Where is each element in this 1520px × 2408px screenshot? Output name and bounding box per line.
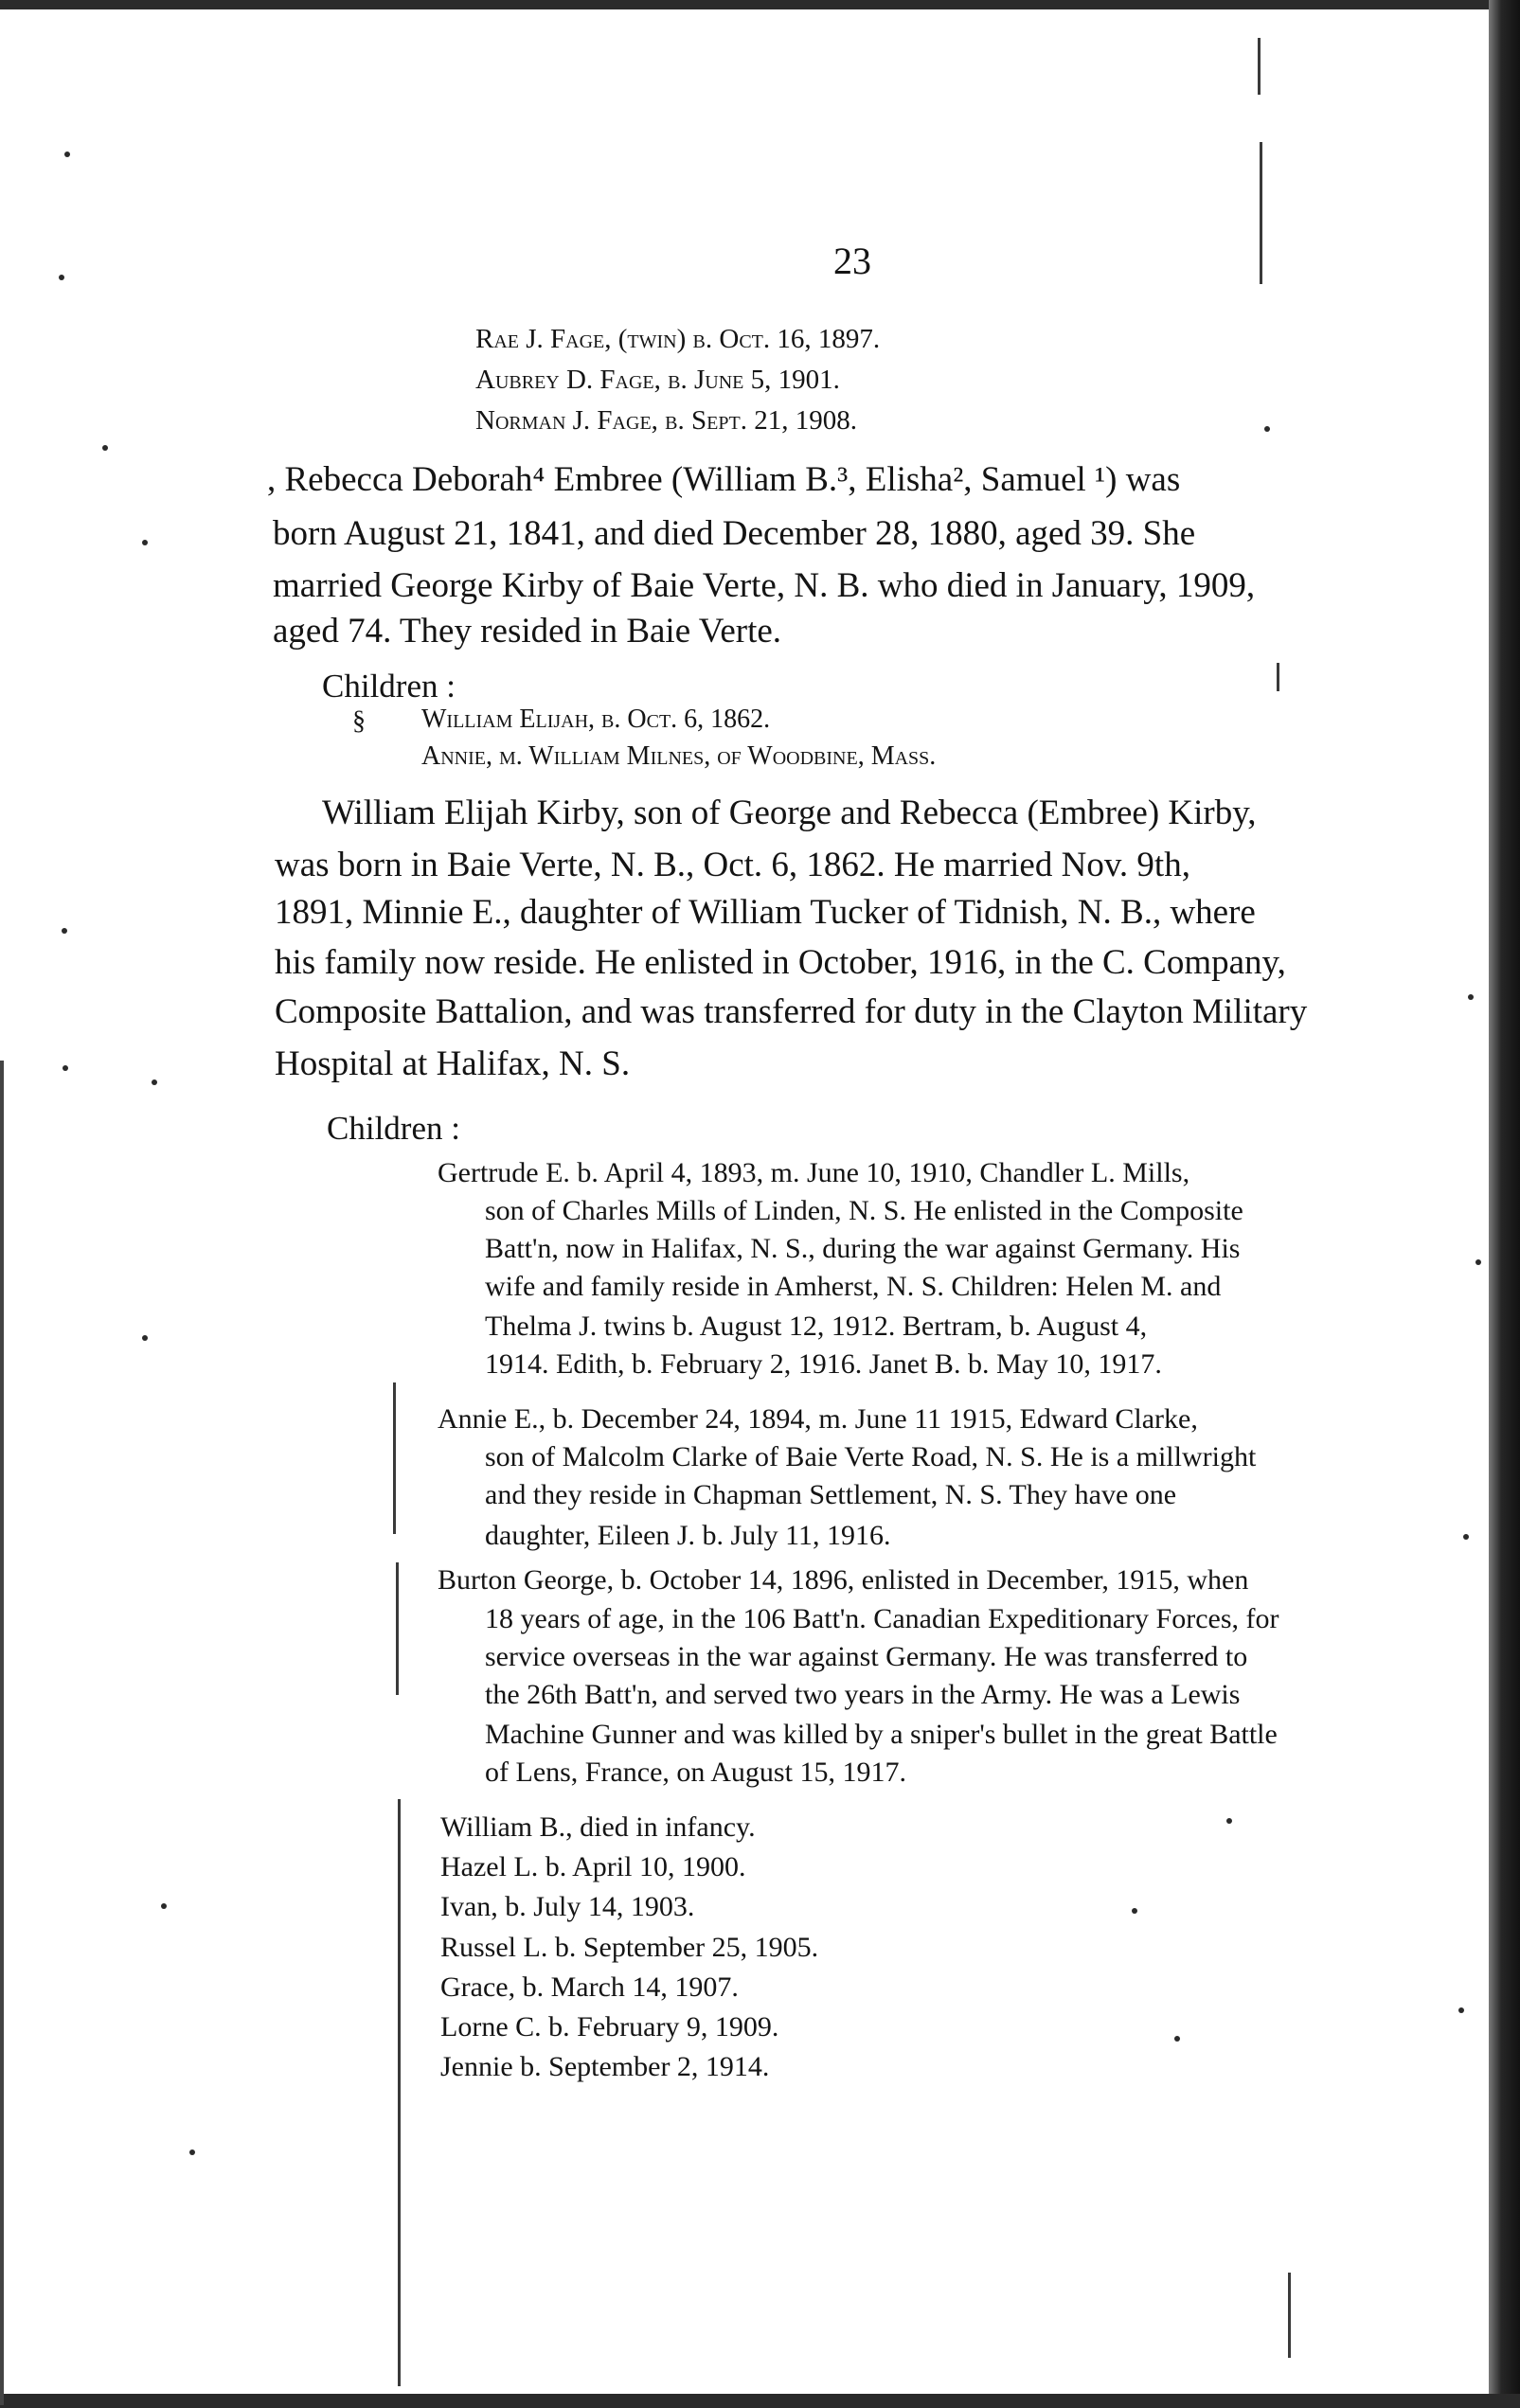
child-entry-line: Ivan, b. July 14, 1903. <box>440 1891 695 1922</box>
scan-speck <box>1458 2007 1464 2013</box>
scan-speck <box>1468 994 1474 1000</box>
scan-speck <box>1288 2273 1291 2358</box>
child-entry-line: service overseas in the war against Germany. He was transferred to <box>485 1641 1248 1672</box>
scan-speck <box>1264 426 1270 432</box>
scan-speck <box>1463 1534 1469 1540</box>
scan-speck <box>1475 1259 1481 1265</box>
paragraph-line: was born in Baie Verte, N. B., Oct. 6, 1862. He married Nov. 9th, <box>275 846 1190 884</box>
child-entry-line: Burton George, b. October 14, 1896, enlisted in December, 1915, when <box>438 1564 1249 1596</box>
paragraph-line: , Rebecca Deborah⁴ Embree (William B.³, Elisha², Samuel ¹) was <box>267 460 1181 499</box>
child-entry-line: Gertrude E. b. April 4, 1893, m. June 10, 1910, Chandler L. Mills, <box>438 1157 1190 1188</box>
list-item: Rae J. Fage, (twin) b. Oct. 16, 1897. <box>475 324 881 354</box>
child-entry-line: Thelma J. twins b. August 12, 1912. Bertram, b. August 4, <box>485 1311 1148 1342</box>
child-entry-line: son of Charles Mills of Linden, N. S. He enlisted in the Composite <box>485 1195 1243 1226</box>
scan-speck <box>393 1382 396 1534</box>
child-entry-line: son of Malcolm Clarke of Baie Verte Road, N. S. He is a millwright <box>485 1441 1257 1472</box>
paragraph-line: born August 21, 1841, and died December 28, 1880, aged 39. She <box>273 514 1196 553</box>
scan-speck <box>64 152 70 157</box>
list-item: Norman J. Fage, b. Sept. 21, 1908. <box>475 405 857 436</box>
paragraph-line: his family now reside. He enlisted in October, 1916, in the C. Company, <box>275 943 1286 982</box>
scan-speck <box>396 1562 399 1695</box>
scan-speck <box>63 1065 68 1071</box>
scan-speck <box>142 1335 148 1341</box>
scan-speck <box>1277 663 1279 691</box>
scan-speck <box>62 928 67 934</box>
paragraph-line: aged 74. They resided in Baie Verte. <box>273 612 782 651</box>
scan-speck <box>102 445 108 451</box>
child-entry-line: Russel L. b. September 25, 1905. <box>440 1932 819 1963</box>
child-entry-line: Batt'n, now in Halifax, N. S., during the war against Germany. His <box>485 1233 1241 1264</box>
paragraph-line: Hospital at Halifax, N. S. <box>275 1044 631 1083</box>
child-entry-line: William B., died in infancy. <box>440 1811 756 1843</box>
child-entry-line: wife and family reside in Amherst, N. S. Children: Helen M. and <box>485 1271 1222 1302</box>
scan-speck <box>398 1799 401 2386</box>
child-entry-line: Hazel L. b. April 10, 1900. <box>440 1851 746 1882</box>
scan-speck <box>161 1903 167 1909</box>
scan-border-bottom <box>0 2394 1520 2408</box>
list-item-mark: § <box>352 706 366 736</box>
child-entry-line: Grace, b. March 14, 1907. <box>440 1971 739 2003</box>
scan-speck <box>189 2149 195 2155</box>
scan-speck <box>1258 38 1261 95</box>
child-entry-line: daughter, Eileen J. b. July 11, 1916. <box>485 1520 891 1551</box>
scan-border-top <box>0 0 1520 9</box>
child-entry-line: Annie E., b. December 24, 1894, m. June 11 1915, Edward Clarke, <box>438 1403 1198 1435</box>
paragraph-line: William Elijah Kirby, son of George and Rebecca (Embree) Kirby, <box>322 794 1257 832</box>
child-entry-line: Jennie b. September 2, 1914. <box>440 2051 770 2082</box>
scan-speck <box>1226 1818 1232 1824</box>
child-entry-line: 1914. Edith, b. February 2, 1916. Janet B. b. May 10, 1917. <box>485 1348 1162 1380</box>
paragraph-line: Composite Battalion, and was transferred for duty in the Clayton Military <box>275 992 1308 1031</box>
list-item: William Elijah, b. Oct. 6, 1862. <box>421 705 771 734</box>
children-heading: Children : <box>322 668 456 705</box>
child-entry-line: Machine Gunner and was killed by a sniper's bullet in the great Battle <box>485 1719 1278 1750</box>
child-entry-line: and they reside in Chapman Settlement, N. S. They have one <box>485 1479 1177 1510</box>
paragraph-line: 1891, Minnie E., daughter of William Tucker of Tidnish, N. B., where <box>275 893 1256 932</box>
list-item: Annie, m. William Milnes, of Woodbine, Mass. <box>421 741 937 771</box>
scan-speck <box>152 1079 157 1085</box>
scan-border-right <box>1489 0 1520 2408</box>
list-item: Aubrey D. Fage, b. June 5, 1901. <box>475 365 840 395</box>
scan-speck <box>1132 1908 1137 1914</box>
scan-speck <box>1174 2036 1180 2042</box>
child-entry-line: Lorne C. b. February 9, 1909. <box>440 2011 779 2042</box>
scan-border-left <box>0 1061 4 2405</box>
child-entry-line: of Lens, France, on August 15, 1917. <box>485 1757 906 1788</box>
child-entry-line: 18 years of age, in the 106 Batt'n. Canadian Expeditionary Forces, for <box>485 1603 1279 1634</box>
page-number: 23 <box>833 240 871 282</box>
paragraph-line: married George Kirby of Baie Verte, N. B. who died in January, 1909, <box>273 566 1256 605</box>
scan-speck <box>142 540 148 545</box>
children-heading: Children : <box>327 1110 460 1147</box>
child-entry-line: the 26th Batt'n, and served two years in the Army. He was a Lewis <box>485 1679 1241 1710</box>
